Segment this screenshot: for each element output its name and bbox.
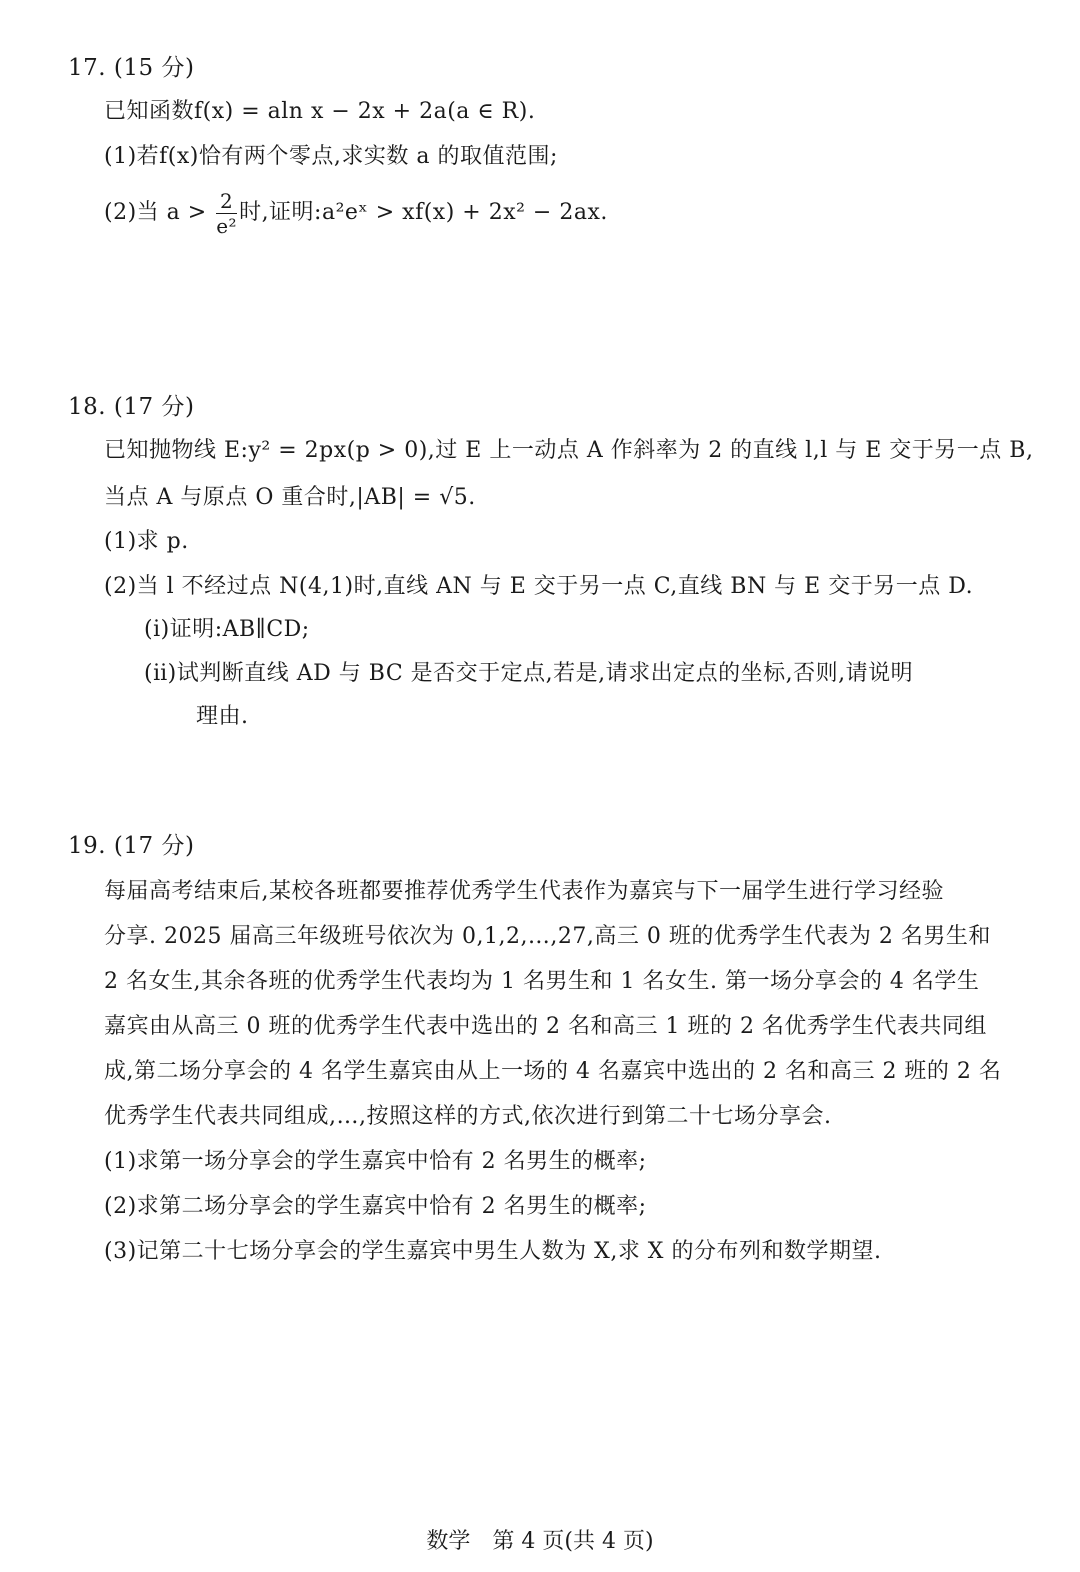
question-18-subpart-ii: (ⅱ)试判断直线 AD 与 BC 是否交于定点,若是,请求出定点的坐标,否则,请说明	[144, 661, 914, 686]
question-17-part-2	[104, 186, 608, 240]
question-17-header: 17. (15 分)	[68, 55, 195, 81]
question-17-stem: 已知函数f(x) = aln x − 2x + 2a(a ∈ R).	[104, 99, 536, 124]
question-19-stem-line-3: 2 名女生,其余各班的优秀学生代表均为 1 名男生和 1 名女生. 第一场分享会的 4 名学生	[104, 969, 980, 994]
question-19-stem-line-5: 成,第二场分享会的 4 名学生嘉宾由从上一场的 4 名嘉宾中选出的 2 名和高三 2 班的 2 名	[104, 1059, 1002, 1084]
part-2-suffix: 时,证明:a²eˣ > xf(x) + 2x² − 2ax.	[239, 200, 608, 225]
question-18-subpart-i: (ⅰ)证明:AB∥CD;	[144, 617, 310, 642]
question-18-stem-line-2: 当点 A 与原点 O 重合时,|AB| = √5.	[104, 485, 476, 510]
question-18-part-1: (1)求 p.	[104, 529, 189, 554]
question-18-part-2: (2)当 l 不经过点 N(4,1)时,直线 AN 与 E 交于另一点 C,直线 BN 与 E 交于另一点 D.	[104, 574, 974, 599]
question-18-subpart-ii-continuation: 理由.	[196, 704, 249, 729]
question-18-stem-line-1: 已知抛物线 E:y² = 2px(p > 0),过 E 上一动点 A 作斜率为 2 的直线 l,l 与 E 交于另一点 B,	[104, 438, 1034, 463]
question-19-stem-line-4: 嘉宾由从高三 0 班的优秀学生代表中选出的 2 名和高三 1 班的 2 名优秀学生代表共同组	[104, 1014, 987, 1039]
question-19-stem-line-1: 每届高考结束后,某校各班都要推荐优秀学生代表作为嘉宾与下一届学生进行学习经验	[104, 879, 944, 904]
part-2-prefix: (2)当 a >	[104, 200, 207, 225]
fraction	[216, 188, 238, 238]
fraction-numerator: 2	[216, 191, 237, 214]
question-18-header: 18. (17 分)	[68, 394, 195, 420]
question-19-stem-line-6: 优秀学生代表共同组成,…,按照这样的方式,依次进行到第二十七场分享会.	[104, 1104, 832, 1129]
question-19-part-3: (3)记第二十七场分享会的学生嘉宾中男生人数为 X,求 X 的分布列和数学期望.	[104, 1239, 882, 1264]
fraction-denominator: e²	[216, 213, 238, 238]
page-footer: 数学 第 4 页(共 4 页)	[426, 1529, 654, 1554]
question-19-part-2: (2)求第二场分享会的学生嘉宾中恰有 2 名男生的概率;	[104, 1194, 647, 1219]
question-19-stem-line-2: 分享. 2025 届高三年级班号依次为 0,1,2,…,27,高三 0 班的优秀学生代表为 2 名男生和	[104, 924, 991, 949]
question-17-part-1: (1)若f(x)恰有两个零点,求实数 a 的取值范围;	[104, 144, 558, 169]
question-19-part-1: (1)求第一场分享会的学生嘉宾中恰有 2 名男生的概率;	[104, 1149, 647, 1174]
question-19-header: 19. (17 分)	[68, 833, 195, 859]
